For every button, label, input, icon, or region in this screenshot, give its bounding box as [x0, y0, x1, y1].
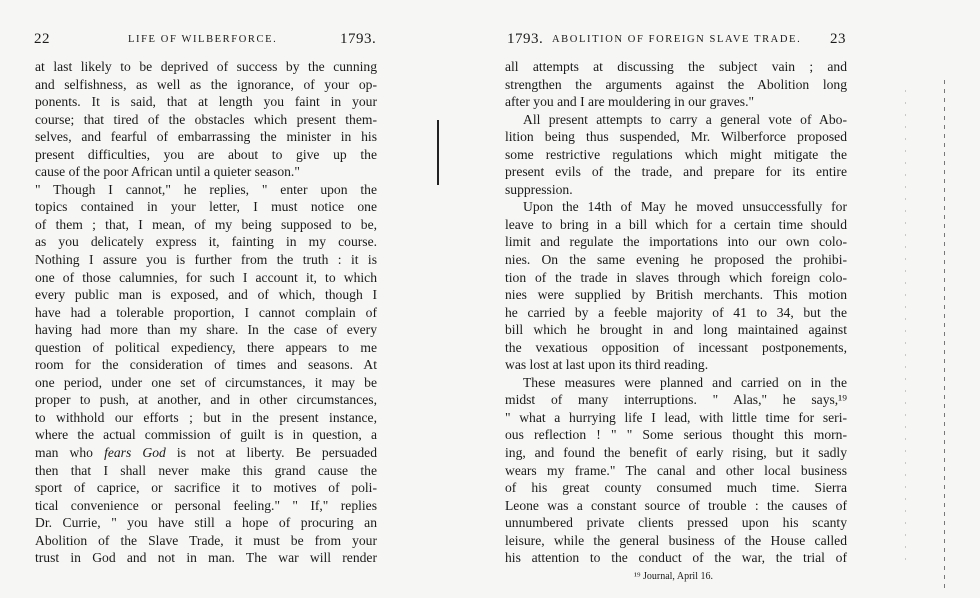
text-line: nies were supplied by British merchants. This motion — [505, 287, 847, 303]
text-line: as you delicately express it, fainting in my course. — [35, 234, 377, 250]
right-header-year: 1793. — [507, 31, 544, 47]
text-line: lition being thus suspended, Mr. Wilberforce proposed — [505, 129, 847, 145]
text-line: present difficulties, you are about to give up the — [35, 146, 377, 162]
left-header-year: 1793. — [340, 31, 377, 47]
text-line: Abolition of the Slave Trade, it must be from your — [35, 532, 377, 548]
text-line: suppression. — [505, 181, 573, 197]
text-line: tical convenience or personal feeling." " If," replies — [35, 497, 377, 513]
text-line: one period, under one set of circumstances, it may be — [35, 374, 377, 390]
text-line: then that I shall never make this grand cause the — [35, 462, 377, 478]
text-line: ous reflection ! " " Some serious thought this morn- — [505, 427, 847, 443]
text-line: have had a tolerable proportion, I cannot complain of — [35, 304, 377, 320]
text-line: wears my frame." The canal and other local business — [505, 462, 847, 478]
footnote: ¹⁹ Journal, April 16. — [634, 571, 713, 582]
page-edge-shadow — [905, 90, 906, 570]
text-line: leave to bring in a bill which for a certain time should — [505, 216, 847, 232]
text-line: proper to push, at another, and in other circumstances, — [35, 392, 377, 408]
text-line: " Though I cannot," he replies, " enter upon the — [35, 181, 377, 197]
text-line: course; that tired of the obstacles which present them- — [35, 111, 377, 127]
right-page-number: 23 — [830, 31, 846, 47]
text-line: after you and I are mouldering in our graves." — [505, 94, 755, 110]
text-line: of his great county consumed much time. Sierra — [505, 480, 847, 496]
text-line: leisure, while the general business of the House called — [505, 532, 847, 548]
gutter-mark — [437, 120, 439, 185]
text-line: and selfishness, as well as the ignorance, of your op- — [35, 76, 377, 92]
text-line: Leone was a constant source of trouble : the causes of — [505, 497, 847, 513]
text-line: the vexatious opposition of incessant postponements, — [505, 339, 847, 355]
text-line: midst of many interruptions. " Alas," he says,¹⁹ — [505, 392, 847, 408]
text-line: selves, and fearful of embarrassing the minister in his — [35, 129, 377, 145]
text-line: every public man is exposed, and of which, though I — [35, 287, 377, 303]
left-page-number: 22 — [34, 31, 50, 47]
text-line: was lost at last upon its third reading. — [505, 357, 709, 373]
text-line: of them ; that, I mean, of my being supposed to be, — [35, 216, 377, 232]
text-line: Dr. Currie, " you have still a hope of procuring an — [35, 515, 377, 531]
text-line: all attempts at discussing the subject vain ; and — [505, 59, 847, 74]
left-page-body — [35, 58, 377, 567]
text-line: " what a hurrying life I lead, with little time for seri- — [505, 409, 847, 425]
text-line: bill which he brought in and long maintained against — [505, 322, 847, 338]
text-line: his attention to the conduct of the war, the trial of — [505, 550, 847, 566]
text-line: question of political expediency, there appears to me — [35, 339, 377, 355]
page-edge-line — [944, 80, 945, 590]
text-line: some restrictive regulations which might mitigate the — [505, 146, 847, 162]
text-line: nies. On the same evening he proposed the prohibi- — [505, 252, 847, 268]
text-line: sport of caprice, or sacrifice it to motives of poli- — [35, 480, 377, 496]
text-line: unnumbered private clients pressed upon his scanty — [505, 515, 847, 531]
text-line: man who fears God is not at liberty. Be persuaded — [35, 445, 378, 461]
right-page-body — [505, 58, 847, 567]
text-line: These measures were planned and carried on in the — [523, 374, 847, 390]
text-line: ing, and found the benefit of early rising, but it sadly — [505, 445, 847, 461]
text-line: tion of the trade in slaves through which foreign colo- — [505, 269, 847, 285]
text-line: to withhold our efforts ; but in the present instance, — [35, 409, 377, 425]
text-line: present evils of the trade, and prepare for its entire — [505, 164, 847, 180]
text-line: room for the consideration of times and seasons. At — [35, 357, 377, 373]
text-line: topics contained in your letter, I must notice one — [35, 199, 377, 215]
text-line: at last likely to be deprived of success by the cunning — [35, 59, 377, 74]
right-running-title: ABOLITION OF FOREIGN SLAVE TRADE. — [552, 34, 802, 45]
text-line: Upon the 14th of May he moved unsuccessfully for — [523, 199, 847, 215]
text-line: strengthen the arguments against the Abolition long — [505, 76, 847, 92]
text-line: ponents. It is said, that at length you faint in your — [35, 94, 377, 110]
text-line: trust in God and not in man. The war will render — [35, 550, 377, 566]
text-line: Nothing I assure you is further from the truth : it is — [35, 252, 377, 268]
text-line: All present attempts to carry a general vote of Abo- — [523, 111, 847, 127]
right-page — [470, 0, 980, 598]
text-line: he carried by a feeble majority of 41 to 34, but the — [505, 304, 847, 320]
text-line: having had more than my share. In the case of every — [35, 322, 377, 338]
left-running-title: LIFE OF WILBERFORCE. — [128, 34, 278, 45]
text-line: where the actual commission of guilt is in question, a — [35, 427, 377, 443]
text-line: cause of the poor African until a quieter season." — [35, 164, 300, 180]
left-page — [0, 0, 440, 598]
text-line: one of those calumnies, for such I account it, to which — [35, 269, 377, 285]
text-line: limit and regulate the importations into our own colo- — [505, 234, 847, 250]
